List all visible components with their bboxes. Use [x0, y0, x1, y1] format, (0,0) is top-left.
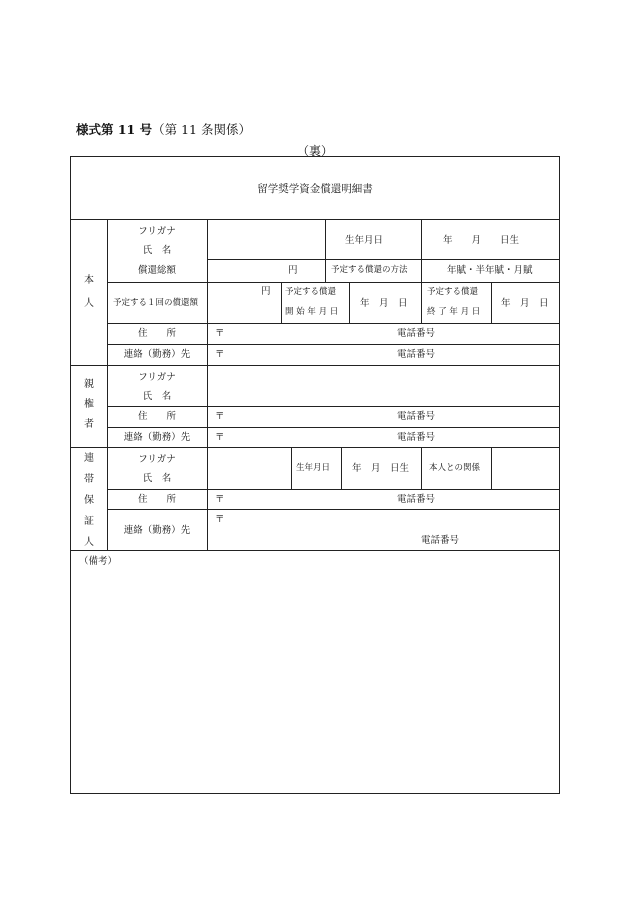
- total-repay-label: 償還総額: [137, 265, 176, 276]
- end-date-label: 予定する償還: [427, 287, 479, 297]
- postal-mark: 〒: [215, 432, 225, 443]
- yen-unit: 円: [261, 286, 271, 297]
- section-char: 帯: [84, 474, 94, 485]
- phone-label: 電話番号: [397, 349, 436, 360]
- address-label: 住 所: [137, 328, 176, 339]
- start-date-label: 開 始 年 月 日: [285, 307, 339, 317]
- phone-label: 電話番号: [397, 328, 436, 339]
- address-label: 住 所: [137, 494, 176, 505]
- postal-mark: 〒: [215, 411, 225, 422]
- relation-label: 本人との関係: [429, 463, 481, 473]
- start-date-fields: 年 月 日: [360, 298, 408, 309]
- contact-label: 連絡（勤務）先: [123, 525, 191, 536]
- phone-label: 電話番号: [397, 494, 436, 505]
- repay-method-options: 年賦・半年賦・月賦: [447, 265, 533, 276]
- repay-method-label: 予定する償還の方法: [331, 265, 408, 275]
- section-char: 親: [84, 379, 94, 390]
- phone-label: 電話番号: [421, 535, 460, 546]
- form-style-number: [76, 120, 251, 138]
- start-date-label: 予定する償還: [285, 287, 337, 297]
- name-label: 氏 名: [142, 391, 172, 402]
- yen-unit: 円: [288, 265, 298, 276]
- back-side-label: （裏）: [296, 144, 333, 158]
- phone-label: 電話番号: [397, 411, 436, 422]
- phone-label: 電話番号: [397, 432, 436, 443]
- section-char: 証: [84, 516, 94, 527]
- furigana-label: フリガナ: [138, 372, 176, 383]
- contact-label: 連絡（勤務）先: [123, 349, 191, 360]
- section-char: 人: [84, 298, 94, 309]
- section-char: 保: [84, 495, 94, 506]
- contact-label: 連絡（勤務）先: [123, 432, 191, 443]
- section-char: 人: [84, 537, 94, 548]
- postal-mark: 〒: [215, 328, 225, 339]
- name-label: 氏 名: [142, 245, 172, 256]
- address-label: 住 所: [137, 411, 176, 422]
- birth-date-fields: 年 月 日生: [352, 463, 410, 474]
- furigana-label: フリガナ: [138, 454, 176, 465]
- birth-date-fields: 年 月 日生: [443, 235, 520, 246]
- end-date-label: 終 了 年 月 日: [427, 307, 481, 317]
- remarks-label: （備考）: [79, 556, 118, 567]
- per-repay-label: 予定する１回の償還額: [113, 298, 199, 308]
- postal-mark: 〒: [215, 514, 225, 525]
- birth-date-label: 生年月日: [296, 463, 331, 473]
- furigana-label: フリガナ: [138, 226, 176, 237]
- section-char: 本: [84, 275, 94, 286]
- postal-mark: 〒: [215, 494, 225, 505]
- style-number: 様式第 11 号: [76, 122, 153, 137]
- repayment-form: [70, 156, 560, 794]
- form-title: 留学奨学資金償還明細書: [257, 183, 373, 195]
- postal-mark: 〒: [215, 349, 225, 360]
- section-char: 者: [84, 419, 94, 430]
- section-char: 連: [84, 453, 94, 464]
- birth-date-label: 生年月日: [345, 235, 384, 246]
- article-reference: （第 11 条関係）: [152, 122, 251, 137]
- name-label: 氏 名: [142, 473, 172, 484]
- section-char: 権: [84, 399, 94, 410]
- end-date-fields: 年 月 日: [501, 298, 549, 309]
